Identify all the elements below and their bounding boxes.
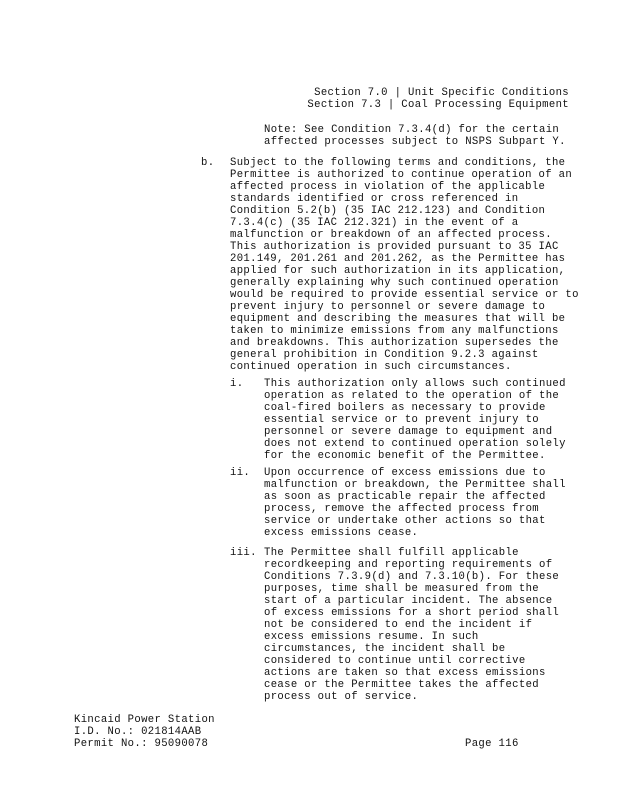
item-iii-line: actions are taken so that excess emissions xyxy=(264,667,546,679)
item-iii-line: Conditions 7.3.9(d) and 7.3.10(b). For these xyxy=(264,571,560,583)
item-i-line: coal-fired boilers as necessary to provide xyxy=(264,402,546,414)
item-iii-label: iii. xyxy=(230,547,257,559)
item-iii-line: of excess emissions for a short period shall xyxy=(264,607,560,619)
section-b-line: prevent injury to personnel or severe damage to xyxy=(230,301,546,313)
footer-permit-number: Permit No.: 95090078 xyxy=(74,738,209,750)
footer-station: Kincaid Power Station xyxy=(74,714,215,726)
item-ii-line: Upon occurrence of excess emissions due to xyxy=(264,467,546,479)
section-b-line: This authorization is provided pursuant to 35 IAC xyxy=(230,241,559,253)
item-i-line: does not extend to continued operation solely xyxy=(264,438,566,450)
footer-id-number: I.D. No.: 021814AAB xyxy=(74,726,202,738)
item-ii-line: process, remove the affected process from xyxy=(264,503,539,515)
note-line: Note: See Condition 7.3.4(d) for the certain xyxy=(264,124,560,136)
item-iii-line: The Permittee shall fulfill applicable xyxy=(264,547,519,559)
section-b-line: standards identified or cross referenced in xyxy=(230,193,519,205)
item-iii-line: excess emissions resume. In such xyxy=(264,631,479,643)
item-iii-line: purposes, time shall be measured from the xyxy=(264,583,539,595)
item-ii-line: service or undertake other actions so that xyxy=(264,515,546,527)
section-b-line: continued operation in such circumstances. xyxy=(230,361,512,373)
footer-page-number: Page 116 xyxy=(465,738,519,750)
section-b-line: malfunction or breakdown of an affected process. xyxy=(230,229,552,241)
header-section-coal: Section 7.3 | Coal Processing Equipment xyxy=(307,99,569,111)
item-i-line: operation as related to the operation of the xyxy=(264,390,560,402)
item-iii-line: cease or the Permittee takes the affected xyxy=(264,679,539,691)
section-b-label: b. xyxy=(201,157,215,169)
section-b-line: would be required to provide essential service or to xyxy=(230,289,579,301)
section-b-line: applied for such authorization in its application, xyxy=(230,265,566,277)
item-i-line: personnel or severe damage to equipment and xyxy=(264,426,553,438)
section-b-line: 201.149, 201.261 and 201.262, as the Permittee has xyxy=(230,253,566,265)
header-section-unit: Section 7.0 | Unit Specific Conditions xyxy=(314,87,569,99)
item-ii-line: as soon as practicable repair the affected xyxy=(264,491,546,503)
item-ii-label: ii. xyxy=(230,467,251,479)
note-line: affected processes subject to NSPS Subpart Y. xyxy=(264,136,566,148)
section-b-line: and breakdowns. This authorization supersedes the xyxy=(230,337,559,349)
section-b-line: Subject to the following terms and conditions, the xyxy=(230,157,566,169)
item-iii-line: not be considered to end the incident if xyxy=(264,619,533,631)
item-iii-line: considered to continue until corrective xyxy=(264,655,526,667)
section-b-line: Condition 5.2(b) (35 IAC 212.123) and Condition xyxy=(230,205,546,217)
section-b-line: generally explaining why such continued operation xyxy=(230,277,559,289)
item-ii-line: malfunction or breakdown, the Permittee shall xyxy=(264,479,566,491)
item-i-line: essential service or to prevent injury to xyxy=(264,414,539,426)
section-b-line: Permittee is authorized to continue operation of an xyxy=(230,169,573,181)
section-b-line: general prohibition in Condition 9.2.3 against xyxy=(230,349,539,361)
item-i-label: i. xyxy=(230,378,244,390)
item-i-line: for the economic benefit of the Permittee. xyxy=(264,450,546,462)
section-b-line: taken to minimize emissions from any malfunctions xyxy=(230,325,559,337)
item-ii-line: excess emissions cease. xyxy=(264,527,419,539)
item-iii-line: process out of service. xyxy=(264,691,419,703)
item-iii-line: recordkeeping and reporting requirements of xyxy=(264,559,553,571)
section-b-line: affected process in violation of the applicable xyxy=(230,181,546,193)
item-i-line: This authorization only allows such continued xyxy=(264,378,566,390)
section-b-line: equipment and describing the measures that will be xyxy=(230,313,566,325)
section-b-line: 7.3.4(c) (35 IAC 212.321) in the event of a xyxy=(230,217,519,229)
item-iii-line: circumstances, the incident shall be xyxy=(264,643,506,655)
item-iii-line: start of a particular incident. The absence xyxy=(264,595,553,607)
